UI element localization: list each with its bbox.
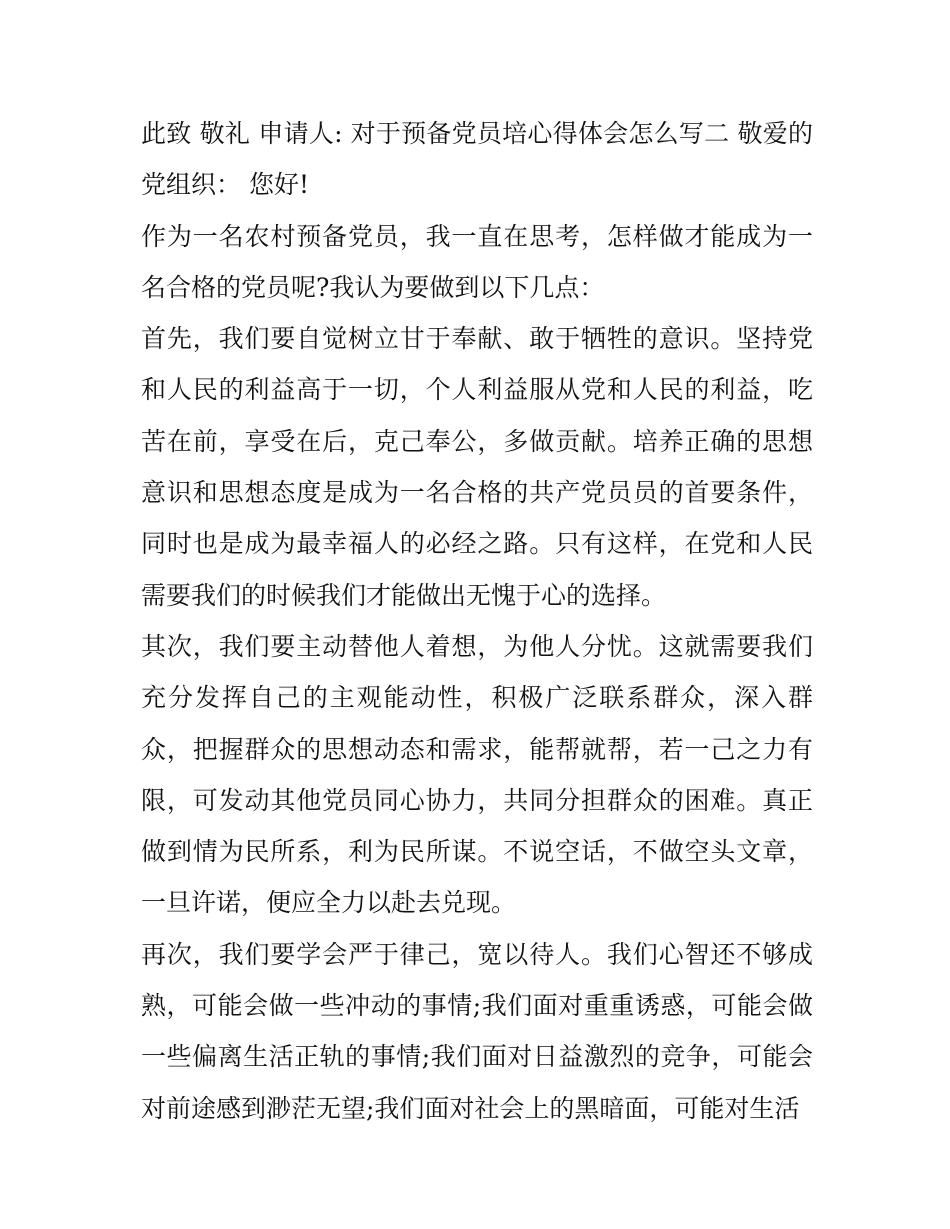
paragraph-second-point: 其次，我们要主动替他人着想，为他人分忧。这就需要我们充分发挥自己的主观能动性，积极广泛联系群众，深入群众，把握群众的思想动态和需求，能帮就帮，若一己之力有限，可发动其他党员同心协力，共同分担群众的困难。真正做到情为民所系，利为民所谋。不说空话，不做空头文章，一旦许诺，便应全力以赴去兑现。 (141, 631, 813, 918)
paragraph-first-point: 首先，我们要自觉树立甘于奉献、敢于牺牲的意识。坚持党和人民的利益高于一切，个人利益服从党和人民的利益，吃苦在前，享受在后，克己奉公，多做贡献。培养正确的思想意识和思想态度是成为一名合格的共产党员员的首要条件，同时也是成为最幸福人的必经之路。只有这样，在党和人民需要我们的时候我们才能做出无愧于心的选择。 (141, 324, 813, 610)
paragraph-intro: 作为一名农村预备党员，我一直在思考，怎样做才能成为一名合格的党员呢?我认为要做到以下几点： (141, 221, 813, 302)
document-body (141, 108, 813, 1134)
paragraph-salutation: 此致 敬礼 申请人: 对于预备党员培心得体会怎么写二 敬爱的党组织： 您好! (141, 119, 813, 200)
paragraph-third-point: 再次，我们要学会严于律己，宽以待人。我们心智还不够成熟，可能会做一些冲动的事情;我们面对重重诱惑，可能会做一些偏离生活正轨的事情;我们面对日益激烈的竞争，可能会对前途感到渺茫无望;我们面对社会上的黑暗面，可能对生活 (141, 939, 813, 1123)
